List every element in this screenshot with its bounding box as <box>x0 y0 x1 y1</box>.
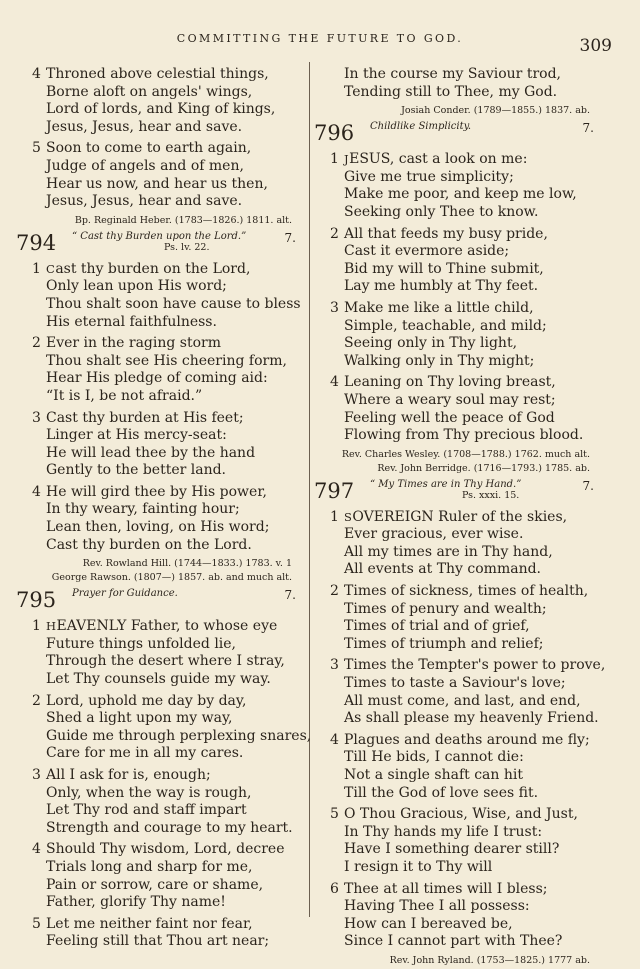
first-line-text: ast thy burden on the Lord, <box>55 260 251 277</box>
hymn-line: Make me poor, and keep me low, <box>344 186 577 203</box>
line-text: Soon to come to earth again, <box>46 140 252 157</box>
verse <box>312 881 598 951</box>
right-column <box>312 66 606 969</box>
author-credit: Josiah Conder. (1789—1855.) 1837. ab. <box>401 105 590 117</box>
line-text: Throned above celestial things, <box>46 66 269 82</box>
hymn-line <box>14 484 300 502</box>
verse <box>14 841 300 911</box>
hymn-line: Give me true simplicity; <box>344 168 514 185</box>
hymn-heading <box>14 586 300 616</box>
line-text: Make me like a little child, <box>344 299 534 316</box>
hymn-number: 796 <box>314 121 355 146</box>
verse <box>312 226 598 296</box>
hymn-line: Times of trial and of grief, <box>344 618 530 635</box>
hymn-line: Having Thee I all possess: <box>344 898 530 915</box>
hymn-line: Till He bids, I cannot die: <box>344 749 524 766</box>
verse <box>312 300 598 370</box>
hymn-heading <box>312 119 598 149</box>
column-divider <box>309 62 310 917</box>
continued-verse <box>312 66 598 101</box>
hymn-line: Gently to the better land. <box>46 462 227 479</box>
hymn-line <box>312 732 598 750</box>
author-credit: Bp. Reginald Heber. (1783—1826.) 1811. alt. <box>74 214 292 226</box>
hymn-line: I resign it to Thy will <box>344 858 493 875</box>
initial-capital: H <box>46 619 57 634</box>
hymn-line: Trials long and sharp for me, <box>46 858 253 875</box>
hymn-line: Lay me humbly at Thy feet. <box>344 278 539 295</box>
hymn-line: Simple, teachable, and mild; <box>344 317 547 334</box>
hymn-meter: 7. <box>284 588 296 603</box>
hymn-line: “It is I, be not afraid.” <box>46 387 203 404</box>
verse <box>14 618 300 688</box>
hymn-line: Let Thy counsels guide my way. <box>46 671 271 688</box>
hymn-line: As shall please my heavenly Friend. <box>344 710 599 727</box>
verse-number: 3 <box>330 299 339 316</box>
hymn-title: “ My Times are in Thy Hand.” <box>370 478 522 490</box>
verse-number: 1 <box>330 151 339 168</box>
verse <box>312 583 598 653</box>
line-text: Let me neither faint nor fear, <box>46 915 253 932</box>
verse <box>14 484 300 554</box>
hymn-line <box>14 261 300 279</box>
verse-number: 2 <box>330 583 339 600</box>
hymn-line: Cast it evermore aside; <box>344 243 510 260</box>
verse-number: 4 <box>32 483 41 500</box>
hymn-line <box>14 767 300 785</box>
hymn-heading <box>312 477 598 507</box>
verse-number: 4 <box>32 66 41 82</box>
verse <box>312 732 598 802</box>
line-text: Ever in the raging storm <box>46 335 221 352</box>
hymn-line: Jesus, Jesus, hear and save. <box>46 193 243 210</box>
hymn-line <box>312 583 598 601</box>
hymn-line <box>14 916 300 934</box>
scripture-reference: Ps. lv. 22. <box>164 241 210 253</box>
hymn-line: Times of penury and wealth; <box>344 600 547 617</box>
hymn-line: Jesus, Jesus, hear and save. <box>46 118 243 135</box>
hymn-line <box>14 841 300 859</box>
hymn-line: Times of triumph and relief; <box>344 635 544 652</box>
verse-number: 4 <box>32 841 41 858</box>
hymn-line: In thy weary, fainting hour; <box>46 501 240 518</box>
verse-number: 1 <box>330 508 339 525</box>
verse <box>14 410 300 480</box>
line-text: Times the Tempter's power to prove, <box>344 657 606 674</box>
line-text: Leaning on Thy loving breast, <box>344 374 556 391</box>
initial-capital: C <box>46 261 56 276</box>
verse-number: 5 <box>330 806 339 823</box>
hymn-line: Shed a light upon my way, <box>46 710 233 727</box>
hymn-meter: 7. <box>284 230 296 245</box>
hymn-line <box>14 140 300 158</box>
hymn-line: His eternal faithfulness. <box>46 313 217 330</box>
hymn-line: He will lead thee by the hand <box>46 444 256 461</box>
first-line-text: EAVENLY Father, to whose eye <box>56 618 278 635</box>
hymn-line: Judge of angels and of men, <box>46 157 244 174</box>
hymn-line <box>312 151 598 169</box>
hymn-number: 794 <box>16 230 57 255</box>
line-text: Plagues and deaths around me fly; <box>344 731 590 748</box>
verse-number: 5 <box>32 140 41 157</box>
hymn-line: In the course my Saviour trod, <box>344 66 561 82</box>
hymn-number: 797 <box>314 478 355 503</box>
hymn-line: Father, glorify Thy name! <box>46 894 226 911</box>
hymn-line: Linger at His mercy-seat: <box>46 427 227 444</box>
hymn-line: How can I bereaved be, <box>344 915 513 932</box>
scripture-reference: Ps. xxxi. 15. <box>462 489 520 501</box>
first-line-text: ESUS, cast a look on me: <box>349 151 528 168</box>
hymn-line: Hear His pledge of coming aid: <box>46 370 268 387</box>
verse <box>14 140 300 210</box>
hymn-line: All events at Thy command. <box>344 561 542 578</box>
verse-number: 2 <box>330 225 339 242</box>
verse-number: 1 <box>32 260 41 277</box>
first-line-text: OVEREIGN Ruler of the skies, <box>352 508 568 525</box>
line-text: Thee at all times will I bless; <box>344 880 548 897</box>
hymn-line <box>14 410 300 428</box>
hymn-line: Borne aloft on angels' wings, <box>46 83 253 100</box>
verse <box>14 261 300 331</box>
hymn-line: Let Thy rod and staff impart <box>46 802 247 819</box>
hymn-line: Future things unfolded lie, <box>46 635 237 652</box>
hymn-line: Times to taste a Saviour's love; <box>344 675 566 692</box>
hymn-line <box>312 881 598 899</box>
hymn-line <box>14 618 300 636</box>
verse <box>312 374 598 444</box>
hymn-line: Thou shalt soon have cause to bless <box>46 295 301 312</box>
hymn-meter: 7. <box>582 121 594 136</box>
hymn-line <box>312 806 598 824</box>
hymn-line: Cast thy burden on the Lord. <box>46 536 252 553</box>
author-credit: George Rawson. (1807—) 1857. ab. and much alt. <box>51 572 292 584</box>
verse <box>312 806 598 876</box>
line-text: Should Thy wisdom, Lord, decree <box>46 841 285 858</box>
line-text: Cast thy burden at His feet; <box>46 409 244 426</box>
hymn-line: Seeking only Thee to know. <box>344 203 539 220</box>
hymn-line: All my times are in Thy hand, <box>344 543 553 560</box>
hymn-line: Guide me through perplexing snares, <box>46 727 312 744</box>
verse <box>312 151 598 221</box>
hymn-line: Since I cannot part with Thee? <box>344 933 563 950</box>
hymn-line: Care for me in all my cares. <box>46 745 244 762</box>
hymn-meter: 7. <box>582 478 594 493</box>
hymn-number: 795 <box>16 588 57 613</box>
hymn-line <box>312 374 598 392</box>
verse-number: 3 <box>32 409 41 426</box>
line-text: All that feeds my busy pride, <box>344 225 548 242</box>
hymn-title: Prayer for Guidance. <box>72 588 178 600</box>
hymn-title: Childlike Simplicity. <box>370 121 472 133</box>
hymn-line <box>312 226 598 244</box>
line-text: O Thou Gracious, Wise, and Just, <box>344 806 578 823</box>
hymn-line: Have I something dearer still? <box>344 841 560 858</box>
author-credit: Rev. Rowland Hill. (1744—1833.) 1783. v. 1 <box>82 558 292 570</box>
verse-number: 3 <box>32 767 41 783</box>
verse-number: 4 <box>330 731 339 748</box>
verse-number: 2 <box>32 692 41 709</box>
author-credit: Rev. John Ryland. (1753—1825.) 1777 ab. <box>389 954 590 966</box>
verse-number: 4 <box>330 374 339 391</box>
hymn-line <box>14 335 300 353</box>
hymn-line: In Thy hands my life I trust: <box>344 823 543 840</box>
hymn-line: Feeling still that Thou art near; <box>46 933 270 950</box>
hymn-line: Lean then, loving, on His word; <box>46 519 270 536</box>
hymn-line <box>14 693 300 711</box>
hymn-line: Walking only in Thy might; <box>344 352 535 369</box>
verse <box>14 692 312 763</box>
line-text: Times of sickness, times of health, <box>344 583 589 600</box>
verse <box>312 657 606 727</box>
line-text: He will gird thee by His power, <box>46 483 267 500</box>
hymn-line: Pain or sorrow, care or shame, <box>46 876 264 893</box>
hymn-line: Thou shalt see His cheering form, <box>46 352 287 369</box>
hymn-line: Only, when the way is rough, <box>46 784 252 801</box>
hymn-line: All must come, and last, and end, <box>344 692 581 709</box>
initial-capital: J <box>344 152 350 167</box>
hymn-line: Bid my will to Thine submit, <box>344 260 544 277</box>
hymn-line: Tending still to Thee, my God. <box>344 83 558 100</box>
hymn-line: Hear us now, and hear us then, <box>46 175 268 192</box>
hymn-heading <box>14 229 300 259</box>
hymn-line: Ever gracious, ever wise. <box>344 526 524 543</box>
hymn-line: Where a weary soul may rest; <box>344 391 556 408</box>
page-number: 309 <box>579 36 612 56</box>
hymn-line: Strength and courage to my heart. <box>46 819 293 836</box>
verse-number: 3 <box>330 657 339 674</box>
hymn-line <box>312 300 598 318</box>
hymn-line: Feeling well the peace of God <box>344 409 555 426</box>
hymn-line: Till the God of love sees fit. <box>344 784 539 801</box>
hymn-line <box>312 657 606 675</box>
verse <box>14 916 300 951</box>
hymn-line <box>312 509 598 527</box>
hymn-line: Lord of lords, and King of kings, <box>46 101 276 118</box>
left-column <box>14 66 312 955</box>
hymn-line: Seeing only in Thy light, <box>344 335 518 352</box>
hymn-line <box>14 66 300 84</box>
hymn-line: Not a single shaft can hit <box>344 767 523 783</box>
verse-number: 1 <box>32 618 41 635</box>
verse <box>14 335 300 405</box>
line-text: Lord, uphold me day by day, <box>46 692 247 709</box>
author-credit: Rev. John Berridge. (1716—1793.) 1785. ab. <box>377 462 590 474</box>
hymn-line: Flowing from Thy precious blood. <box>344 427 584 444</box>
hymn-line: Through the desert where I stray, <box>46 653 285 670</box>
verse-number: 2 <box>32 335 41 352</box>
verse-number: 6 <box>330 880 339 897</box>
initial-capital: S <box>344 509 353 524</box>
verse <box>14 66 300 136</box>
hymn-line: Only lean upon His word; <box>46 278 227 295</box>
running-title: COMMITTING THE FUTURE TO GOD. <box>176 32 464 45</box>
hymn-title: “ Cast thy Burden upon the Lord.” <box>72 230 247 242</box>
verse <box>14 767 300 837</box>
verse-number: 5 <box>32 915 41 932</box>
line-text: All I ask for is, enough; <box>46 767 211 783</box>
verse <box>312 509 598 579</box>
author-credit: Rev. Charles Wesley. (1708—1788.) 1762. much alt. <box>341 448 590 460</box>
